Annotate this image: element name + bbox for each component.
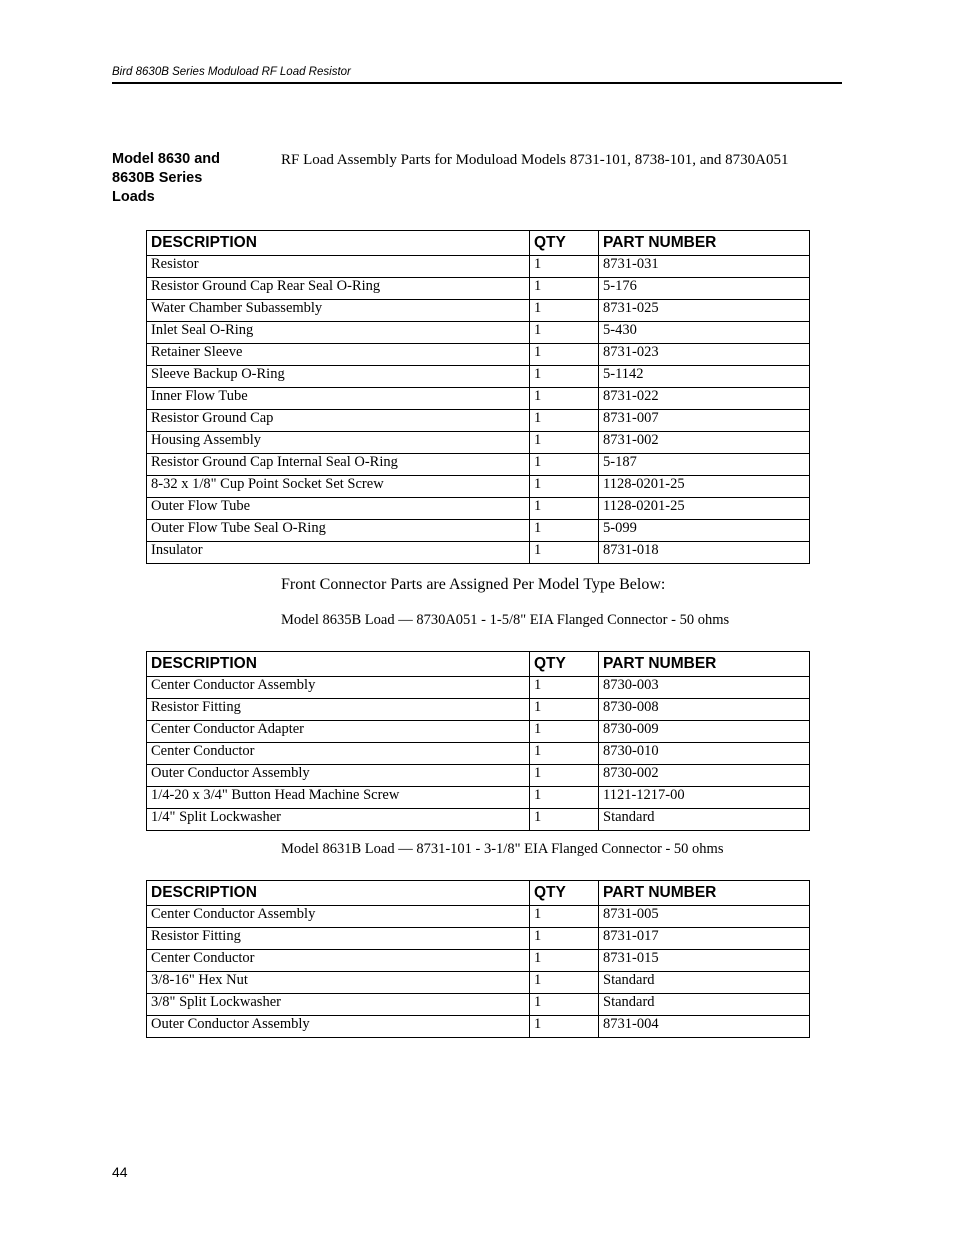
qty-cell: 1: [530, 787, 599, 809]
model-8635b-caption: Model 8635B Load — 8730A051 - 1-5/8" EIA Flanged Connector - 50 ohms: [281, 612, 730, 628]
part-number-cell: 8730-002: [599, 765, 810, 787]
table-row: [147, 950, 810, 972]
description-cell: 3/8" Split Lockwasher: [147, 994, 530, 1016]
table-row: [147, 906, 810, 928]
part-number-cell: Standard: [599, 809, 810, 831]
qty-cell: 1: [530, 721, 599, 743]
description-cell: Resistor Ground Cap Internal Seal O-Ring: [147, 454, 530, 476]
qty-cell: 1: [530, 994, 599, 1016]
table-row: [147, 928, 810, 950]
header-rule: [112, 82, 842, 84]
qty-cell: 1: [530, 542, 599, 564]
table-row: [147, 300, 810, 322]
description-cell: 3/8-16" Hex Nut: [147, 972, 530, 994]
table-row: [147, 743, 810, 765]
description-header: DESCRIPTION: [147, 231, 530, 256]
table-row: [147, 344, 810, 366]
part-number-cell: 8731-025: [599, 300, 810, 322]
part-number-cell: 8731-017: [599, 928, 810, 950]
table-row: [147, 476, 810, 498]
running-header: Bird 8630B Series Moduload RF Load Resistor: [112, 66, 351, 78]
table-header-row: [147, 231, 810, 256]
parts-table-8631b: [146, 880, 810, 1038]
qty-cell: 1: [530, 906, 599, 928]
qty-cell: 1: [530, 476, 599, 498]
qty-cell: 1: [530, 454, 599, 476]
part-number-header: PART NUMBER: [599, 231, 810, 256]
description-cell: Insulator: [147, 542, 530, 564]
part-number-cell: 8731-002: [599, 432, 810, 454]
part-number-cell: 5-430: [599, 322, 810, 344]
part-number-cell: 8730-009: [599, 721, 810, 743]
description-cell: Resistor: [147, 256, 530, 278]
qty-cell: 1: [530, 809, 599, 831]
description-cell: Retainer Sleeve: [147, 344, 530, 366]
part-number-cell: 5-176: [599, 278, 810, 300]
qty-cell: 1: [530, 1016, 599, 1038]
qty-cell: 1: [530, 256, 599, 278]
qty-cell: 1: [530, 410, 599, 432]
description-cell: Inner Flow Tube: [147, 388, 530, 410]
part-number-cell: 8731-023: [599, 344, 810, 366]
table-row: [147, 721, 810, 743]
model-8631b-caption: Model 8631B Load — 8731-101 - 3-1/8" EIA Flanged Connector - 50 ohms: [281, 841, 724, 857]
description-cell: Center Conductor Adapter: [147, 721, 530, 743]
table-row: [147, 994, 810, 1016]
table-row: [147, 322, 810, 344]
description-cell: Resistor Fitting: [147, 699, 530, 721]
table-row: [147, 520, 810, 542]
qty-cell: 1: [530, 743, 599, 765]
description-cell: Center Conductor: [147, 743, 530, 765]
part-number-cell: 1128-0201-25: [599, 476, 810, 498]
parts-table-rf-load: [146, 230, 810, 564]
table-row: [147, 699, 810, 721]
description-cell: Center Conductor Assembly: [147, 906, 530, 928]
part-number-cell: 8731-004: [599, 1016, 810, 1038]
part-number-cell: Standard: [599, 972, 810, 994]
part-number-cell: Standard: [599, 994, 810, 1016]
part-number-cell: 8731-031: [599, 256, 810, 278]
section-heading-line: Loads: [112, 189, 155, 205]
description-cell: Resistor Ground Cap Rear Seal O-Ring: [147, 278, 530, 300]
description-cell: Sleeve Backup O-Ring: [147, 366, 530, 388]
table-row: [147, 542, 810, 564]
qty-header: QTY: [530, 231, 599, 256]
qty-header: QTY: [530, 881, 599, 906]
part-number-cell: 1121-1217-00: [599, 787, 810, 809]
table-row: [147, 432, 810, 454]
qty-cell: 1: [530, 322, 599, 344]
qty-cell: 1: [530, 498, 599, 520]
table-header-row: [147, 652, 810, 677]
description-header: DESCRIPTION: [147, 881, 530, 906]
part-number-cell: 5-1142: [599, 366, 810, 388]
description-cell: Inlet Seal O-Ring: [147, 322, 530, 344]
qty-cell: 1: [530, 344, 599, 366]
description-cell: Outer Conductor Assembly: [147, 765, 530, 787]
table-row: [147, 366, 810, 388]
table-row: [147, 278, 810, 300]
qty-cell: 1: [530, 278, 599, 300]
part-number-cell: 1128-0201-25: [599, 498, 810, 520]
part-number-cell: 5-187: [599, 454, 810, 476]
qty-cell: 1: [530, 388, 599, 410]
qty-cell: 1: [530, 300, 599, 322]
table-row: [147, 1016, 810, 1038]
table-row: [147, 410, 810, 432]
table-row: [147, 765, 810, 787]
qty-cell: 1: [530, 972, 599, 994]
section-heading-line: 8630B Series: [112, 170, 203, 186]
part-number-header: PART NUMBER: [599, 881, 810, 906]
table-row: [147, 787, 810, 809]
qty-cell: 1: [530, 677, 599, 699]
qty-cell: 1: [530, 366, 599, 388]
description-header: DESCRIPTION: [147, 652, 530, 677]
description-cell: 8-32 x 1/8" Cup Point Socket Set Screw: [147, 476, 530, 498]
qty-cell: 1: [530, 928, 599, 950]
description-cell: Outer Conductor Assembly: [147, 1016, 530, 1038]
intro-paragraph: RF Load Assembly Parts for Moduload Models 8731-101, 8738-101, and 8730A051: [281, 152, 789, 168]
part-number-cell: 8730-008: [599, 699, 810, 721]
table-row: [147, 677, 810, 699]
qty-cell: 1: [530, 699, 599, 721]
description-cell: Water Chamber Subassembly: [147, 300, 530, 322]
qty-header: QTY: [530, 652, 599, 677]
part-number-cell: 8731-022: [599, 388, 810, 410]
qty-cell: 1: [530, 765, 599, 787]
parts-table-8635b: [146, 651, 810, 831]
description-cell: Center Conductor Assembly: [147, 677, 530, 699]
part-number-header: PART NUMBER: [599, 652, 810, 677]
front-connector-note: Front Connector Parts are Assigned Per Model Type Below:: [281, 576, 666, 593]
part-number-cell: 8731-015: [599, 950, 810, 972]
page-number: 44: [112, 1164, 128, 1180]
description-cell: Outer Flow Tube: [147, 498, 530, 520]
part-number-cell: 8731-007: [599, 410, 810, 432]
description-cell: Resistor Ground Cap: [147, 410, 530, 432]
part-number-cell: 8730-010: [599, 743, 810, 765]
description-cell: Resistor Fitting: [147, 928, 530, 950]
part-number-cell: 8731-018: [599, 542, 810, 564]
section-heading-line: Model 8630 and: [112, 151, 220, 167]
table-row: [147, 388, 810, 410]
table-row: [147, 454, 810, 476]
description-cell: Outer Flow Tube Seal O-Ring: [147, 520, 530, 542]
part-number-cell: 8731-005: [599, 906, 810, 928]
description-cell: Center Conductor: [147, 950, 530, 972]
description-cell: 1/4" Split Lockwasher: [147, 809, 530, 831]
description-cell: Housing Assembly: [147, 432, 530, 454]
section-heading: [112, 150, 272, 207]
part-number-cell: 8730-003: [599, 677, 810, 699]
table-row: [147, 972, 810, 994]
qty-cell: 1: [530, 432, 599, 454]
part-number-cell: 5-099: [599, 520, 810, 542]
table-row: [147, 498, 810, 520]
qty-cell: 1: [530, 950, 599, 972]
table-row: [147, 256, 810, 278]
description-cell: 1/4-20 x 3/4" Button Head Machine Screw: [147, 787, 530, 809]
table-header-row: [147, 881, 810, 906]
qty-cell: 1: [530, 520, 599, 542]
table-row: [147, 809, 810, 831]
